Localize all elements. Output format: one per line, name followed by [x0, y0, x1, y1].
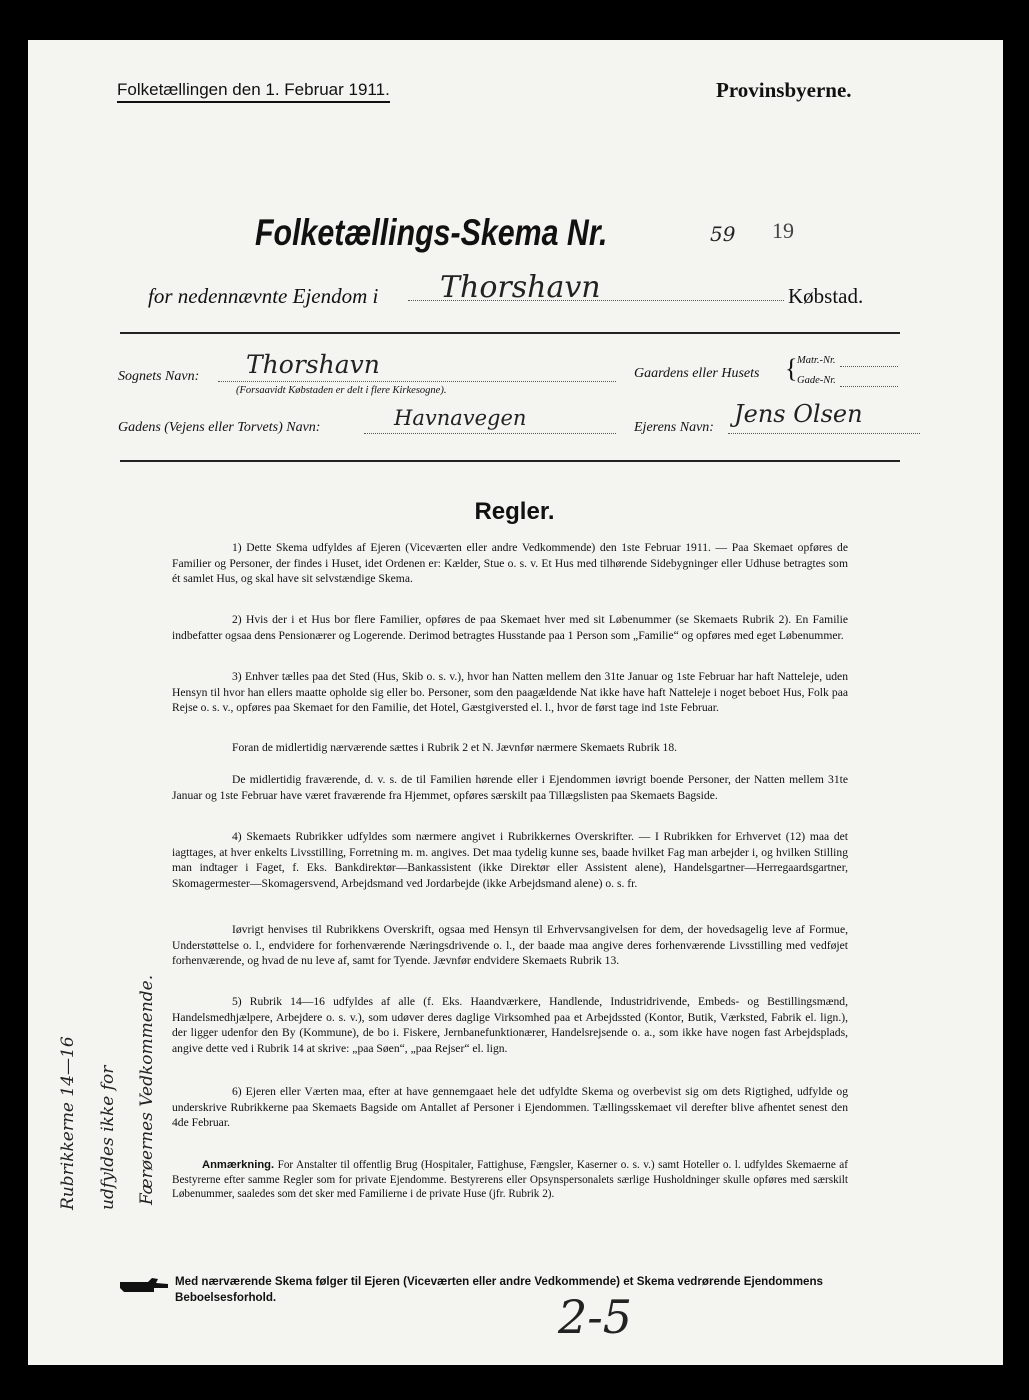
parish-underline	[218, 381, 616, 382]
gade-label: Gade-Nr.	[797, 375, 836, 386]
street-value: Havnavegen	[394, 406, 527, 430]
gade-underline	[840, 386, 898, 387]
region-title: Provinsbyerne.	[716, 78, 852, 102]
property-prefix: for nedennævnte Ejendom i	[148, 284, 379, 308]
street-underline	[364, 433, 616, 434]
footer-note: Med nærværende Skema følger til Ejeren (Viceværten eller andre Vedkommende) et Skema vedrørende Ejendommens Beboelsesforhold.	[175, 1275, 823, 1304]
margin-note-line-3: Færøernes Vedkommende.	[137, 974, 157, 1205]
form-title: Folketællings-Skema Nr.	[255, 212, 608, 253]
street-label: Gadens (Vejens eller Torvets) Navn:	[118, 420, 321, 435]
rule-paragraph: De midlertidig fraværende, d. v. s. de til Familien hørende eller i Ejendommen iøvrigt boende Personer, der Natten mellem 31te Januar og 1ste Februar have været fraværende fra Hjemmet, opføres særskilt paa Tillægslisten paa Skemaets Bagside.	[172, 773, 848, 802]
rule-paragraph: Foran de midlertidig nærværende sættes i Rubrik 2 et N. Jævnfør nærmere Skemaets Rubrik 18.	[232, 741, 678, 754]
annotation-label: Anmærkning.	[202, 1159, 275, 1171]
census-date-line: Folketællingen den 1. Februar 1911.	[117, 80, 390, 103]
parish-label: Sognets Navn:	[118, 369, 200, 384]
rule-paragraph: 2) Hvis der i et Hus bor flere Familier, opføres de paa Skemaet hver med sit Løbenummer (se Skemaets Rubrik 2). En Familie indbefatter ogsaa dens Pensionærer og Logerende. Derimod betragtes Husstande paa 1 Person som „Familie“ og opføres med eget Løbenummer.	[172, 613, 848, 642]
matr-underline	[840, 366, 898, 367]
divider-bottom	[120, 460, 900, 462]
parish-value: Thorshavn	[246, 350, 380, 379]
rules-heading: Regler.	[474, 498, 555, 525]
parish-note: (Forsaavidt Købstaden er delt i flere Kirkesogne).	[236, 385, 447, 396]
rule-paragraph: 4) Skemaets Rubrikker udfyldes som nærmere angivet i Rubrikkernes Overskrifter. — I Rubrikken for Erhvervet (12) maa det iagttages, at hver enkelts Livsstilling, Forretning m. m. angives. Det maa tydelig kunne ses, baade hvilket Fag man arbejder i, og hvilken Stilling man indtager i Faget, f. Eks. Bankdirektør—Bankassistent (ikke Direktør eller Assistent alene), Handelsgartner—Herregaardsgartner, Skomagermester—Skomagersvend, Arbejdsmand ved Jordarbejde (ikke Arbejdsmand alene) o. s. fr.	[172, 830, 848, 890]
town-value: Thorshavn	[440, 270, 601, 305]
form-number-handwritten: 59	[710, 222, 736, 246]
owner-label: Ejerens Navn:	[634, 420, 714, 435]
matr-label: Matr.-Nr.	[797, 355, 836, 366]
brace-icon: {	[785, 354, 798, 383]
owner-value: Jens Olsen	[734, 400, 863, 428]
rule-paragraph: 5) Rubrik 14—16 udfyldes af alle (f. Eks. Haandværkere, Handlende, Industridrivende, Embeds- og Bestillingsmænd, Handelsmedhjælpere, Arbejdere o. s. v.), som udøver deres daglige Virksomhed paa et Arbejdssted (Kontor, Butik, Værksted, Fabrik el. lign.), der ligger udenfor den By (Kommune), de bo i. Fiskere, Jernbanefunktionærer, Handelsrejsende o. a., som ikke have nogen fast Arbejdsplads, angive dette ved i Rubrik 14 at skrive: „paa Søen“, „paa Rejser“ el. lign.	[172, 995, 848, 1055]
rule-paragraph: 6) Ejeren eller Værten maa, efter at have gennemgaaet hele det udfyldte Skema og overbevist sig om dets Rigtighed, udfylde og underskrive Rubrikkerne paa Skemaets Bagside om Antallet af Personer i Ejendommen. Tællingsskemaet vil derefter blive afhentet senest den 4de Februar.	[172, 1085, 848, 1130]
owner-underline	[728, 433, 920, 434]
rule-paragraph: Iøvrigt henvises til Rubrikkens Overskrift, ogsaa med Hensyn til Erhvervsangivelsen for dem, der hovedsagelig leve af Formue, Understøttelse o. l., endvidere for forhenværende Næringsdrivende o. l., der baade maa angive deres forhenværende Livsstilling med vedføjet forhenværende, og hvad de nu leve af, samt for Tyende. Jævnfør endvidere Skemaets Rubrik 13.	[172, 923, 848, 968]
margin-note-line-2: udfyldes ikke for	[98, 1065, 118, 1210]
rule-paragraph: 1) Dette Skema udfyldes af Ejeren (Viceværten eller andre Vedkommende) den 1ste Februar 1911. — Paa Skemaet opføres de Familier og Personer, der findes i Huset, idet Ordenen er: Kælder, Stue o. s. v. Et Hus med tilhørende Sidebygninger eller Udhuse betragtes som ét samlet Hus, og skal have sit selvstændige Skema.	[172, 541, 848, 586]
house-label: Gaardens eller Husets	[634, 366, 760, 381]
divider-top	[120, 332, 900, 334]
pointing-hand-icon	[118, 1276, 170, 1296]
property-suffix: Købstad.	[788, 284, 864, 308]
rule-paragraph: 3) Enhver tælles paa det Sted (Hus, Skib o. s. v.), hvor han Natten mellem den 31te Januar og 1ste Februar har haft Natteleje, uden Hensyn til hvor han ellers maatte opholde sig eller bo. Personer, som den paagældende Nat ikke have haft Natteleje i noget beboet Hus, Folk paa Rejse o. s. v., opføres paa Skemaet for den Familie, det Hotel, Gæstgiversted el. l., hvor de først tage ind 1ste Februar.	[172, 670, 848, 715]
form-number-printed: 19	[772, 218, 794, 243]
annotation-text: For Anstalter til offentlig Brug (Hospitaler, Fattighuse, Fængsler, Kaserner o. s. v.) samt Hoteller o. l. udfyldes Skemaerne af Bestyrerne efter samme Regler som for private Ejendomme. Bestyrerens eller Opsynspersonalets særlige Husholdninger skulle opføres med særskilt Løbenummer, saaledes som det sker med Familierne i de private Huse (jfr. Rubrik 2).	[172, 1159, 848, 1200]
margin-note-line-1: Rubrikkerne 14—16	[58, 1036, 78, 1210]
annotation-block	[172, 1158, 848, 1202]
handwritten-total: 2-5	[558, 1290, 633, 1344]
